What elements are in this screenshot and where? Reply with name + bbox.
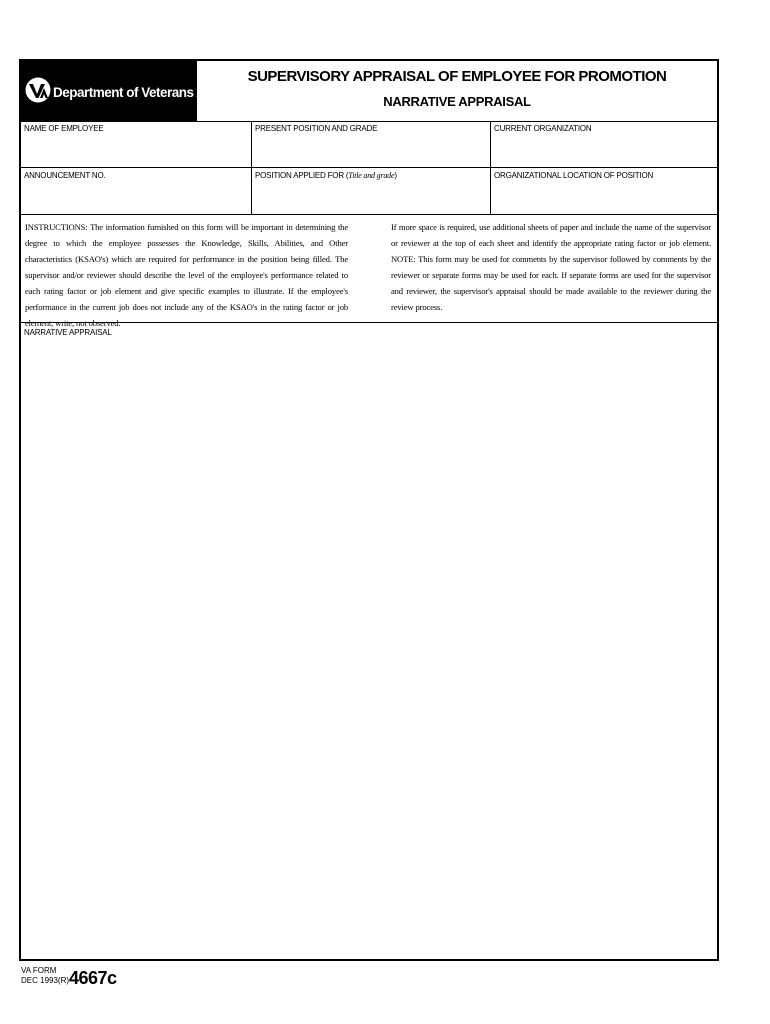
- current-organization-label: CURRENT ORGANIZATION: [494, 124, 592, 133]
- form-subtitle: NARRATIVE APPRAISAL: [383, 94, 531, 109]
- form-header: [21, 61, 717, 122]
- va-logo-block: [21, 61, 236, 121]
- position-applied-for-text: POSITION APPLIED FOR (: [255, 171, 349, 180]
- organizational-location-label: ORGANIZATIONAL LOCATION OF POSITION: [494, 171, 654, 180]
- instructions-left-text: INSTRUCTIONS: The information furnished on this form will be important in determining the degree to which the employee possesses the Knowledge, Skills, Abilities, and Other characteristics (KSAO's) which are required for performance in the position being filled. The supervisor and/or reviewer should describe the level of the employee's performance related to each rating factor or job element and give specific examples to illustrate. If the employee's performance in the current job does not include any of the KSAO's in the rating factor or job element, write, not observed.: [25, 222, 348, 328]
- appraisal-form: [19, 59, 719, 961]
- current-organization-field[interactable]: [491, 121, 717, 167]
- present-position-field[interactable]: [252, 121, 491, 167]
- position-applied-for-note: Title and grade: [348, 171, 395, 180]
- form-number: 4667c: [69, 968, 117, 988]
- form-footer: [21, 964, 221, 1004]
- va-form-label: VA FORM: [21, 966, 57, 975]
- va-seal-icon: [25, 77, 51, 103]
- name-of-employee-field[interactable]: [21, 121, 252, 167]
- announcement-no-label: ANNOUNCEMENT NO.: [24, 171, 106, 180]
- instructions-section: [21, 215, 717, 328]
- form-id-block: [21, 966, 69, 986]
- present-position-label: PRESENT POSITION AND GRADE: [255, 124, 378, 133]
- form-date: DEC 1993(R): [21, 976, 70, 985]
- narrative-appraisal-field[interactable]: [21, 323, 717, 959]
- narrative-appraisal-label: NARRATIVE APPRAISAL: [24, 328, 112, 337]
- position-applied-for-label: [255, 171, 397, 180]
- name-of-employee-label: NAME OF EMPLOYEE: [24, 124, 104, 133]
- announcement-no-field[interactable]: [21, 168, 252, 214]
- department-name: Department of Veterans Affairs: [53, 85, 236, 100]
- title-block: [197, 61, 717, 121]
- form-title: SUPERVISORY APPRAISAL OF EMPLOYEE FOR PROMOTION: [247, 68, 667, 85]
- instructions-right-text: If more space is required, use additional sheets of paper and include the name of the supervisor or reviewer at the top of each sheet and identify the appropriate rating factor or job element. NOTE: This form may be used for comments by the supervisor followed by comments by the reviewer or separate forms may be used for each. If separate forms are used for the supervisor and reviewer, the supervisor's appraisal should be made available to the reviewer during the review process.: [391, 222, 711, 312]
- position-info-row: [21, 168, 717, 215]
- position-applied-for-close: ): [394, 171, 397, 180]
- position-applied-for-field[interactable]: [252, 168, 491, 214]
- organizational-location-field[interactable]: [491, 168, 717, 214]
- employee-info-row: [21, 121, 717, 168]
